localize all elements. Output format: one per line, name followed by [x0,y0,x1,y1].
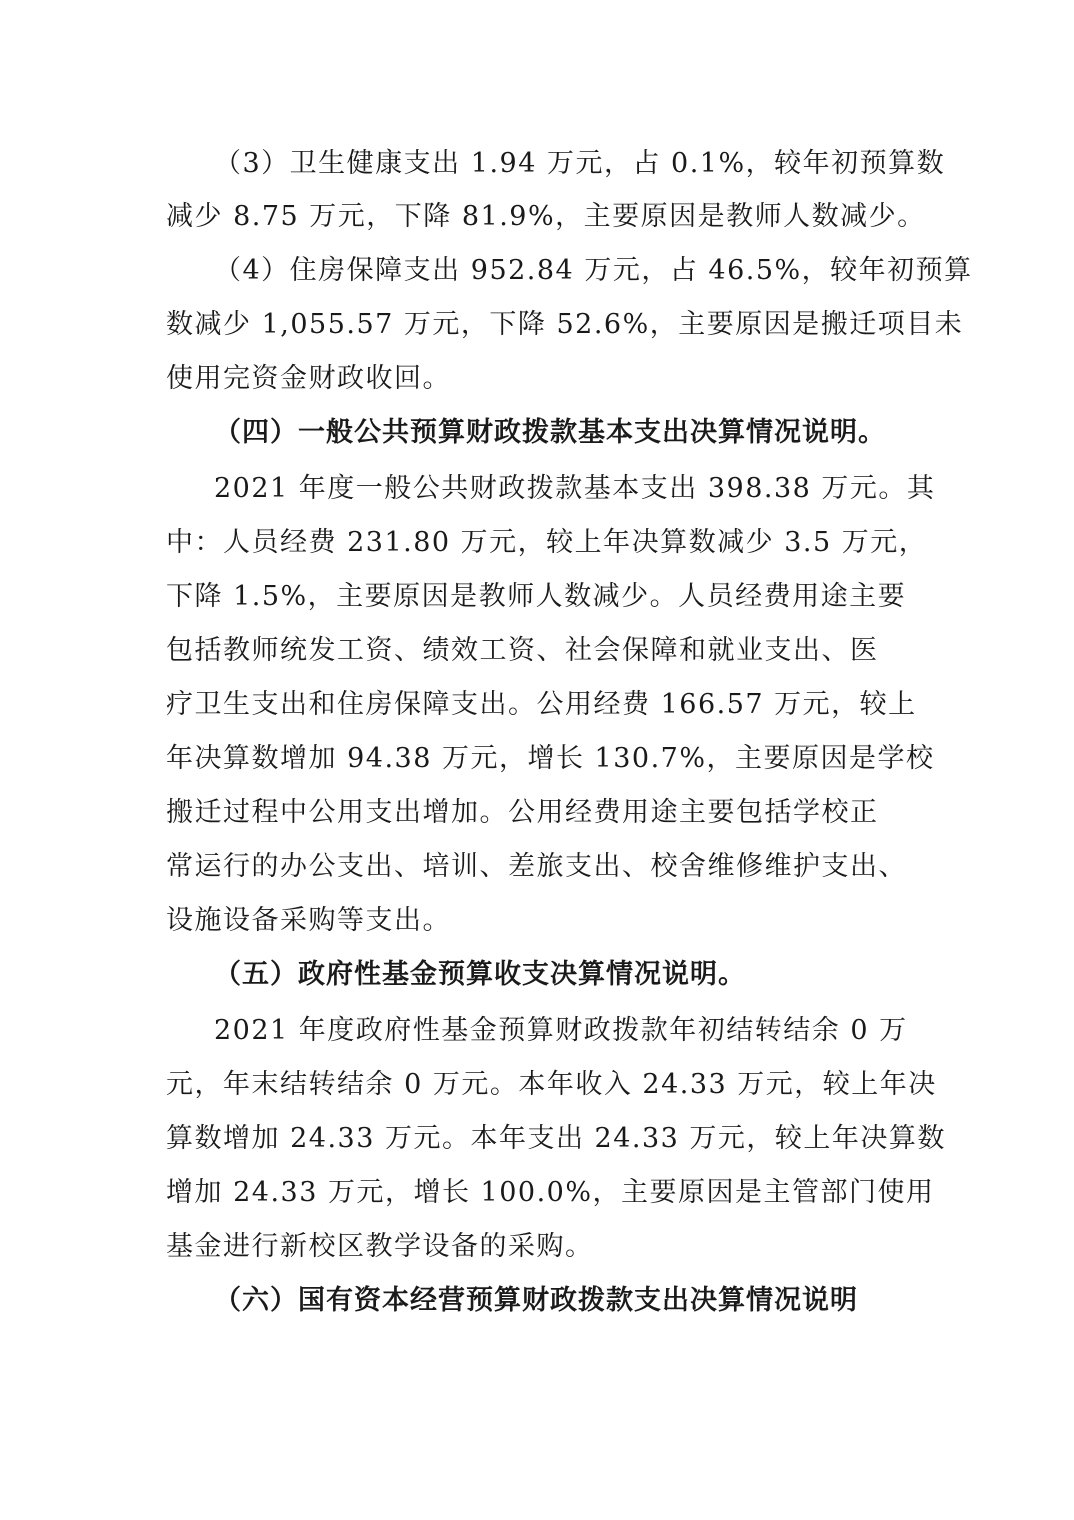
paragraph-basic-expense-line-4: 包括教师统发工资、绩效工资、社会保障和就业支出、医 [166,635,879,666]
section-heading-4: （四）一般公共预算财政拨款基本支出决算情况说明。 [214,417,886,448]
paragraph-health-line-1: （3）卫生健康支出 1.94 万元，占 0.1%，较年初预算数 [214,148,946,179]
paragraph-housing-line-2: 数减少 1,055.57 万元，下降 52.6%，主要原因是搬迁项目未 [166,309,964,340]
paragraph-basic-expense-line-7: 搬迁过程中公用支出增加。公用经费用途主要包括学校正 [166,797,879,828]
paragraph-housing-line-1: （4）住房保障支出 952.84 万元，占 46.5%，较年初预算 [214,255,973,286]
paragraph-basic-expense-line-1: 2021 年度一般公共财政拨款基本支出 398.38 万元。其 [214,473,936,504]
paragraph-basic-expense-line-2: 中：人员经费 231.80 万元，较上年决算数减少 3.5 万元， [166,527,928,558]
paragraph-fund-line-1: 2021 年度政府性基金预算财政拨款年初结转结余 0 万 [214,1015,908,1046]
paragraph-fund-line-2: 元，年末结转结余 0 万元。本年收入 24.33 万元，较上年决 [166,1069,937,1100]
section-heading-6: （六）国有资本经营预算财政拨款支出决算情况说明 [214,1285,858,1316]
paragraph-basic-expense-line-9: 设施设备采购等支出。 [166,905,451,936]
paragraph-basic-expense-line-3: 下降 1.5%，主要原因是教师人数减少。人员经费用途主要 [166,581,907,612]
paragraph-basic-expense-line-6: 年决算数增加 94.38 万元，增长 130.7%，主要原因是学校 [166,743,935,774]
paragraph-health-line-2: 减少 8.75 万元，下降 81.9%，主要原因是教师人数减少。 [166,201,926,232]
paragraph-basic-expense-line-8: 常运行的办公支出、培训、差旅支出、校舍维修维护支出、 [166,851,907,882]
paragraph-fund-line-3: 算数增加 24.33 万元。本年支出 24.33 万元，较上年决算数 [166,1123,946,1154]
section-heading-5: （五）政府性基金预算收支决算情况说明。 [214,959,746,990]
paragraph-housing-line-3: 使用完资金财政收回。 [166,363,451,394]
paragraph-basic-expense-line-5: 疗卫生支出和住房保障支出。公用经费 166.57 万元，较上 [166,689,917,720]
paragraph-fund-line-4: 增加 24.33 万元，增长 100.0%，主要原因是主管部门使用 [166,1177,935,1208]
paragraph-fund-line-5: 基金进行新校区教学设备的采购。 [166,1231,594,1262]
